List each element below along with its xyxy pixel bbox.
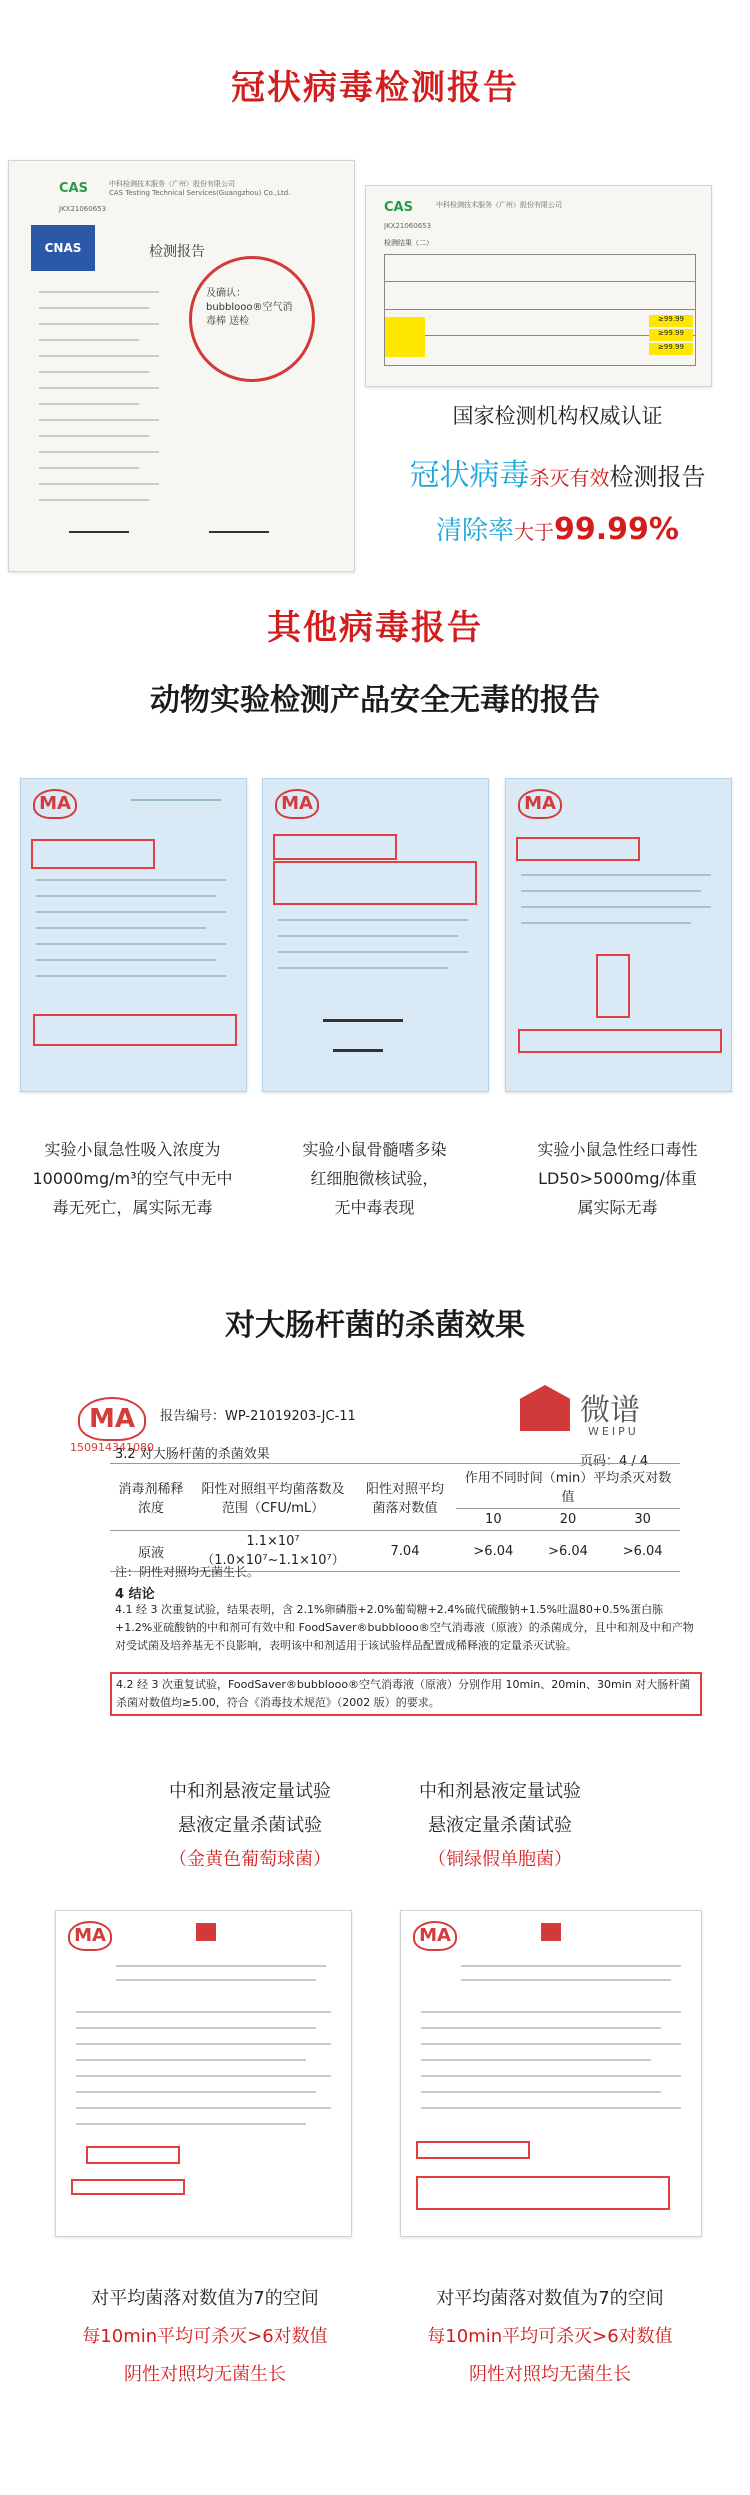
animal-report-1 (20, 778, 247, 1092)
section-heading: 3.2 对大肠杆菌的杀菌效果 (115, 1447, 270, 1462)
page-no: 页码：4 / 4 (580, 1454, 649, 1469)
conclusion-2: 4.2 经 3 次重复试验，FoodSaver®bubblooo®空气消毒液（原液）分别作用 10min、20min、30min 对大肠杆菌杀菌对数值均≥5.00，符合《消毒技术规范》（2002 版）的要求。 (110, 1672, 702, 1716)
org-en: CAS Testing Technical Services(Guangzhou) Co.,Ltd. (109, 189, 291, 197)
pseudo-report (400, 1910, 702, 2237)
caption-line: 无中毒表现 (334, 1198, 415, 1217)
highlight-box-6 (596, 954, 630, 1018)
caption-line: 每10min平均可杀灭>6对数值 (427, 2326, 673, 2347)
ma-number: 150914341080 (70, 1441, 154, 1454)
caption-line: 悬液定量杀菌试验 (178, 1815, 322, 1836)
signature-2 (209, 531, 269, 533)
stamp-text: 及确认：bubblooo®空气消毒棒 送检 (206, 288, 293, 327)
highlight-box-5 (516, 837, 640, 861)
bottom-caption-right (385, 2280, 715, 2394)
report-no: 报告编号：WP-21019203-JC-11 (160, 1409, 356, 1424)
td-name: 原液 (110, 1531, 192, 1572)
highlight-box-10 (416, 2141, 530, 2159)
staph-report (55, 1910, 352, 2237)
animal-caption-1 (20, 1135, 245, 1222)
ecoli-report (0, 1375, 750, 1730)
caption-line: 10000mg/m³的空气中无中 (32, 1169, 233, 1188)
doc-title: 检测报告 (149, 244, 205, 260)
caption-virus: 冠状病毒 (409, 458, 530, 493)
ecoli-section-title: 对大肠杆菌的杀菌效果 (225, 1308, 525, 1343)
covid-caption-2 (365, 450, 750, 494)
highlight-box-4 (273, 861, 477, 905)
ma-logo-big: MA (78, 1397, 146, 1441)
caption-line: 实验小鼠急性经口毒性 (537, 1140, 698, 1159)
rate-gt: 大于 (514, 520, 555, 544)
td-range: 1.1×10⁷（1.0×10⁷~1.1×10⁷） (192, 1531, 354, 1572)
covid-report-right (365, 185, 712, 387)
ma-logo-2: MA (275, 789, 319, 819)
highlight-box-7 (518, 1029, 722, 1053)
signature (69, 531, 129, 533)
org-cn: 中科检测技术服务（广州）股份有限公司 (109, 180, 235, 188)
bottom-caption-left (40, 2280, 370, 2394)
highlight-box-9 (71, 2179, 185, 2195)
results-table (384, 254, 696, 366)
cas-logo: CAS (59, 181, 88, 196)
weipu-icon (196, 1923, 216, 1941)
ma-logo-3: MA (518, 789, 562, 819)
td-v30: >6.04 (605, 1531, 680, 1572)
th-t10: 10 (456, 1509, 531, 1531)
cnas-logo: CNAS (31, 225, 95, 271)
animal-caption-2 (262, 1135, 487, 1222)
results-label: 检测结果（二） (384, 239, 433, 247)
caption-line: 红细胞微核试验， (310, 1169, 439, 1188)
highlight-box-8 (86, 2146, 180, 2164)
ecoli-table (110, 1463, 680, 1572)
ma-logo: MA (33, 789, 77, 819)
th-conc: 消毒剂稀释浓度 (110, 1464, 192, 1531)
neutralizer-right (390, 1775, 610, 1877)
conclusion-title: 4 结论 (115, 1587, 155, 1602)
covid-report-left (8, 160, 355, 572)
caption-line: 毒无死亡，属实际无毒 (52, 1198, 213, 1217)
table-note: 注：阴性对照均无菌生长。 (115, 1565, 260, 1579)
caption-line: 对平均菌落对数值为7的空间 (436, 2288, 664, 2309)
caption-line: 对平均菌落对数值为7的空间 (91, 2288, 319, 2309)
pct-2: ≥99.99 (649, 329, 693, 341)
highlight-sample (385, 317, 425, 357)
caption-line: 悬液定量杀菌试验 (428, 1815, 572, 1836)
th-t30: 30 (605, 1509, 680, 1531)
weipu-en: WEIPU (588, 1425, 639, 1438)
caption-line: 每10min平均可杀灭>6对数值 (82, 2326, 328, 2347)
weipu-icon-2 (541, 1923, 561, 1941)
animal-caption-3 (505, 1135, 730, 1222)
ma-logo-5: MA (413, 1921, 457, 1951)
th-t20: 20 (531, 1509, 606, 1531)
covid-caption-1: 国家检测机构权威认证 (452, 404, 663, 428)
cas-logo-right: CAS (384, 200, 413, 215)
pct-1: ≥99.99 (649, 315, 693, 327)
report-number-right: JKX21060653 (384, 222, 432, 230)
red-stamp (189, 256, 315, 382)
highlight-box-3 (273, 834, 397, 860)
caption-kill: 杀灭有效 (529, 466, 610, 490)
caption-line: 中和剂悬液定量试验 (419, 1781, 581, 1802)
animal-report-2 (262, 778, 489, 1092)
covid-rate (365, 510, 750, 547)
th-range: 阳性对照组平均菌落数及范围（CFU/mL） (192, 1464, 354, 1531)
other-section-title: 其他病毒报告 (267, 608, 483, 648)
pct-3: ≥99.99 (649, 343, 693, 355)
ma-logo-4: MA (68, 1921, 112, 1951)
caption-line: 阴性对照均无菌生长 (124, 2364, 286, 2385)
highlight-box-2 (33, 1014, 237, 1046)
org-cn-right: 中科检测技术服务（广州）股份有限公司 (436, 201, 562, 209)
caption-line: 阴性对照均无菌生长 (469, 2364, 631, 2385)
animal-report-3 (505, 778, 732, 1092)
td-v10: >6.04 (456, 1531, 531, 1572)
rate-label: 清除率 (436, 516, 515, 546)
td-log: 7.04 (354, 1531, 456, 1572)
signature-4 (333, 1049, 383, 1052)
other-section-subtitle: 动物实验检测产品安全无毒的报告 (150, 683, 600, 718)
weipu-logo-icon (520, 1385, 570, 1431)
neutralizer-left (140, 1775, 360, 1877)
caption-line: （铜绿假单胞菌） (428, 1849, 572, 1870)
signature-3 (323, 1019, 403, 1022)
caption-line: 属实际无毒 (577, 1198, 658, 1217)
th-log: 阳性对照平均菌落对数值 (354, 1464, 456, 1531)
weipu-cn: 微谱 (580, 1393, 640, 1428)
caption-report: 检测报告 (609, 463, 706, 491)
caption-line: 中和剂悬液定量试验 (169, 1781, 331, 1802)
td-v20: >6.04 (531, 1531, 606, 1572)
caption-line: 实验小鼠急性吸入浓度为 (44, 1140, 221, 1159)
rate-value: 99.99% (554, 512, 679, 547)
report-number: JKX21060653 (59, 205, 107, 213)
caption-line: LD50>5000mg/体重 (538, 1169, 697, 1188)
caption-line: 实验小鼠骨髓嗜多染 (302, 1140, 447, 1159)
th-times: 作用不同时间（min）平均杀灭对数值 (456, 1464, 680, 1509)
caption-line: （金黄色葡萄球菌） (169, 1849, 331, 1870)
covid-section-title: 冠状病毒检测报告 (231, 68, 519, 108)
conclusion-1: 4.1 经 3 次重复试验，结果表明，含 2.1%卵磷脂+2.0%葡萄糖+2.4%硫代硫酸钠+1.5%吐温80+0.5%蛋白胨+1.2%亚硫酸钠的中和剂可有效中和 FoodSaver®bubblooo®空气消毒液（原液）的杀菌成分，且中和剂及中和产物对受试菌及培养基无不良影响，表明该中和剂适用于该试验样品配置成稀释液的定量杀灭试验。 (115, 1603, 694, 1652)
highlight-box (31, 839, 155, 869)
highlight-box-11 (416, 2176, 670, 2210)
